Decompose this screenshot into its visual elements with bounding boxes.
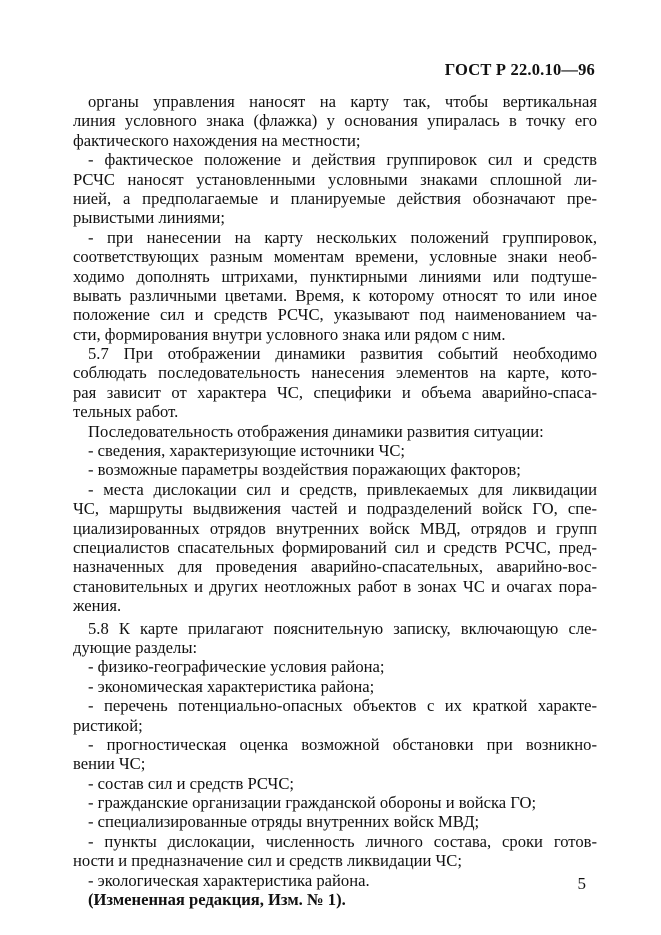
text-line: - фактическое положение и действия группировок сил и средств (88, 150, 597, 170)
text-line: - гражданские организации гражданской обороны и войска ГО; (88, 793, 537, 813)
text-line: сти, формирования внутри условного знака или рядом с ним. (73, 324, 506, 344)
text-line: органы управления наносят на карту так, чтобы вертикальная (88, 92, 597, 111)
text-line: - состав сил и средств РСЧС; (88, 773, 295, 793)
text-line: - перечень потенциально-опасных объектов с их краткой характе- (88, 696, 597, 716)
text-line: 5.7 При отображении динамики развития событий необходимо (88, 344, 597, 364)
text-line: ности и предназначение сил и средств ликвидации ЧС; (73, 851, 462, 871)
text-line: циализированных отрядов внутренних войск МВД, отрядов и групп (73, 518, 597, 538)
text-line: линия условного знака (флажка) у основания упиралась в точку его (73, 111, 597, 131)
text-line: соблюдать последовательность нанесения элементов на карте, кото- (73, 363, 597, 383)
page-number: 5 (577, 874, 586, 893)
text-line: становительных и других неотложных работ в зонах ЧС и очагах пора- (73, 576, 597, 596)
standard-code-header: ГОСТ Р 22.0.10—96 (444, 60, 595, 79)
text-line: - экологическая характеристика района. (88, 870, 370, 890)
text-line: - возможные параметры воздействия поражающих факторов; (88, 460, 521, 480)
text-line: положение сил и средств РСЧС, указывают под наименованием ча- (73, 305, 597, 325)
text-line: рывистыми линиями; (73, 208, 226, 228)
text-line: - специализированные отряды внутренних войск МВД; (88, 812, 480, 832)
text-line: вывать различными цветами. Время, к которому относят то или иное (73, 285, 597, 305)
text-line: - пункты дислокации, численность личного состава, сроки готов- (88, 831, 597, 851)
text-line: 5.8 К карте прилагают пояснительную записку, включающую сле- (88, 618, 597, 638)
text-line: назначенных для проведения аварийно-спасательных, аварийно-вос- (73, 557, 597, 577)
text-line: вении ЧС; (73, 754, 146, 774)
text-line: - места дислокации сил и средств, привлекаемых для ликвидации (88, 479, 597, 499)
text-line: - при нанесении на карту нескольких положений группировок, (88, 227, 597, 247)
text-line: фактического нахождения на местности; (73, 130, 361, 150)
text-line: жения. (73, 596, 122, 616)
text-line: специалистов спасательных формирований сил и средств РСЧС, пред- (73, 537, 597, 557)
document-body (73, 92, 597, 909)
text-line: - сведения, характеризующие источники ЧС; (88, 441, 406, 461)
text-line: - экономическая характеристика района; (88, 676, 375, 696)
text-line: ЧС, маршруты выдвижения частей и подразделений войск ГО, спе- (73, 499, 597, 519)
text-line: нией, а предполагаемые и планируемые действия обозначают пре- (73, 188, 597, 208)
text-line: рая зависит от характера ЧС, специфики и объема аварийно-спаса- (73, 382, 597, 402)
text-line: ристикой; (73, 715, 143, 735)
text-line: соответствующих разным моментам времени, условные знаки необ- (73, 247, 597, 267)
text-line: РСЧС наносят установленными условными знаками сплошной ли- (73, 169, 597, 189)
text-line: (Измененная редакция, Изм. № 1). (88, 890, 346, 910)
text-line: дующие разделы: (73, 637, 198, 657)
text-line: - физико-географические условия района; (88, 657, 385, 677)
text-line: ходимо дополнять штрихами, пунктирными линиями или подтуше- (73, 266, 597, 286)
text-line: тельных работ. (73, 402, 179, 422)
text-line: Последовательность отображения динамики развития ситуации: (88, 421, 544, 441)
text-line: - прогностическая оценка возможной обстановки при возникно- (88, 734, 597, 754)
